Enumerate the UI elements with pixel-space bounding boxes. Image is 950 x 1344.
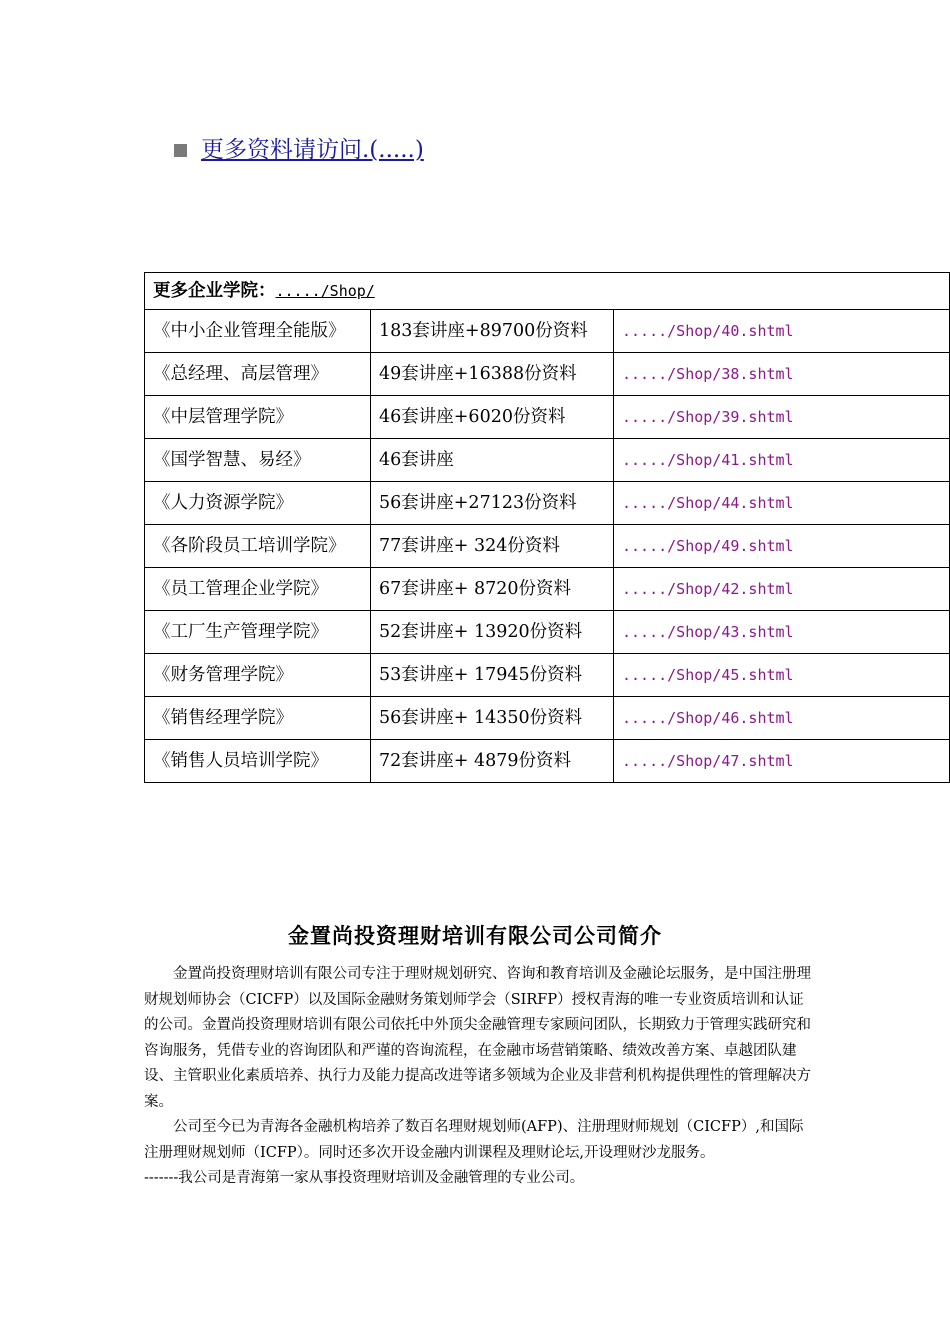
table-row <box>145 611 950 654</box>
more-resources-link[interactable]: 更多资料请访问.(.....) <box>201 137 424 163</box>
table-row <box>145 482 950 525</box>
academy-name: 《销售人员培训学院》 <box>145 740 371 783</box>
academy-name: 《中小企业管理全能版》 <box>145 310 371 353</box>
academy-url[interactable]: ...../Shop/42.shtml <box>622 580 794 598</box>
academy-url[interactable]: ...../Shop/45.shtml <box>622 666 794 684</box>
square-bullet-icon <box>174 144 187 157</box>
table-header-cell <box>145 273 950 310</box>
table-row <box>145 353 950 396</box>
academy-name: 《工厂生产管理学院》 <box>145 611 371 654</box>
academy-name: 《各阶段员工培训学院》 <box>145 525 371 568</box>
academy-name: 《中层管理学院》 <box>145 396 371 439</box>
academy-url[interactable]: ...../Shop/44.shtml <box>622 494 794 512</box>
academy-content: 53套讲座+ 17945份资料 <box>371 654 614 697</box>
academy-content: 46套讲座+6020份资料 <box>371 396 614 439</box>
academy-content: 72套讲座+ 4879份资料 <box>371 740 614 783</box>
table-row <box>145 525 950 568</box>
academy-name: 《销售经理学院》 <box>145 697 371 740</box>
intro-paragraph: 公司至今已为青海各金融机构培养了数百名理财规划师(AFP)、注册理财师规划（CICFP）,和国际注册理财规划师（ICFP）。同时还多次开设金融内训课程及理财论坛,开设理财沙龙服务。 <box>144 1119 804 1161</box>
shop-link[interactable]: ...../Shop/ <box>275 282 375 300</box>
academy-url[interactable]: ...../Shop/49.shtml <box>622 537 794 555</box>
table-row <box>145 310 950 353</box>
academy-content: 77套讲座+ 324份资料 <box>371 525 614 568</box>
academy-content: 67套讲座+ 8720份资料 <box>371 568 614 611</box>
table-row <box>145 654 950 697</box>
academy-name: 《总经理、高层管理》 <box>145 353 371 396</box>
academy-name: 《财务管理学院》 <box>145 654 371 697</box>
academy-url[interactable]: ...../Shop/47.shtml <box>622 752 794 770</box>
table-row <box>145 697 950 740</box>
table-row <box>145 439 950 482</box>
academy-name: 《国学智慧、易经》 <box>145 439 371 482</box>
academy-table <box>144 272 950 783</box>
academy-url[interactable]: ...../Shop/40.shtml <box>622 322 794 340</box>
academy-url[interactable]: ...../Shop/46.shtml <box>622 709 794 727</box>
academy-name: 《员工管理企业学院》 <box>145 568 371 611</box>
table-row <box>145 740 950 783</box>
academy-content: 183套讲座+89700份资料 <box>371 310 614 353</box>
academy-url[interactable]: ...../Shop/43.shtml <box>622 623 794 641</box>
table-row <box>145 396 950 439</box>
top-resource-link <box>174 133 424 167</box>
company-intro-body <box>144 962 812 1192</box>
table-header-row <box>145 273 950 310</box>
intro-paragraph: 金置尚投资理财培训有限公司专注于理财规划研究、咨询和教育培训及金融论坛服务，是中国注册理财规划师协会（CICFP）以及国际金融财务策划师学会（SIRFP）授权青海的唯一专业资质培训和认证的公司。金置尚投资理财培训有限公司依托中外顶尖金融管理专家顾问团队，长期致力于管理实践研究和咨询服务，凭借专业的咨询团队和严谨的咨询流程，在金融市场营销策略、绩效改善方案、卓越团队建设、主管职业化素质培养、执行力及能力提高改进等诸多领域为企业及非营利机构提供理性的管理解决方案。 <box>144 966 811 1110</box>
academy-url[interactable]: ...../Shop/39.shtml <box>622 408 794 426</box>
academy-url[interactable]: ...../Shop/41.shtml <box>622 451 794 469</box>
academy-content: 56套讲座+27123份资料 <box>371 482 614 525</box>
table-row <box>145 568 950 611</box>
academy-url[interactable]: ...../Shop/38.shtml <box>622 365 794 383</box>
academy-content: 46套讲座 <box>371 439 614 482</box>
academy-content: 56套讲座+ 14350份资料 <box>371 697 614 740</box>
academy-content: 49套讲座+16388份资料 <box>371 353 614 396</box>
academy-name: 《人力资源学院》 <box>145 482 371 525</box>
company-intro-title: 金置尚投资理财培训有限公司公司简介 <box>288 924 662 948</box>
more-academies-label: 更多企业学院： <box>153 281 276 301</box>
academy-content: 52套讲座+ 13920份资料 <box>371 611 614 654</box>
intro-closing: -------我公司是青海第一家从事投资理财培训及金融管理的专业公司。 <box>144 1170 585 1186</box>
